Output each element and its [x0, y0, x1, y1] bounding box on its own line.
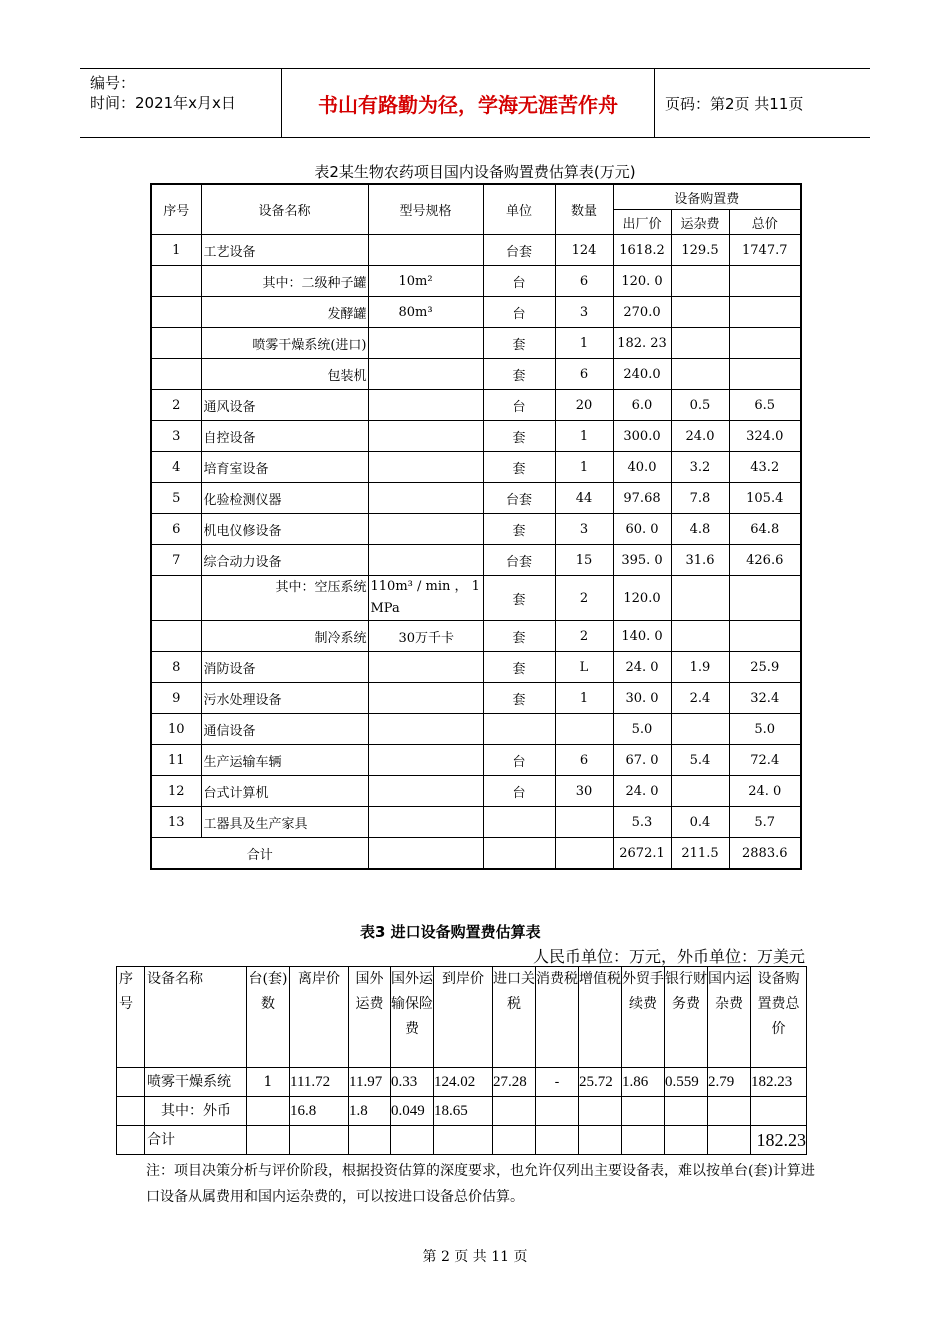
empty-cell [434, 1126, 493, 1155]
table3-cell: 2.79 [708, 1068, 751, 1097]
row-name: 通信设备 [201, 714, 368, 745]
row-freight [671, 297, 729, 328]
table-row [151, 807, 801, 838]
row-unit: 套 [483, 421, 555, 452]
table3-title: 表3 进口设备购置费估算表 [360, 923, 541, 941]
table3-header-cell: 进口关税 [493, 967, 536, 1068]
row-unit: 套 [483, 452, 555, 483]
row-model: 10m² [368, 266, 483, 297]
row-factory: 120. 0 [613, 266, 671, 297]
row-factory: 5.0 [613, 714, 671, 745]
table3-cell [493, 1097, 536, 1126]
row-model [368, 683, 483, 714]
row-freight: 0.5 [671, 390, 729, 421]
row-freight [671, 714, 729, 745]
row-total: 324.0 [729, 421, 801, 452]
row-qty: 2 [555, 621, 613, 652]
row-total: 24. 0 [729, 776, 801, 807]
domestic-equipment-table [150, 183, 802, 870]
header-name: 设备名称 [201, 184, 368, 235]
table3-cell: 喷雾干燥系统 [145, 1068, 247, 1097]
row-total: 72.4 [729, 745, 801, 776]
row-total [729, 621, 801, 652]
table-row [151, 390, 801, 421]
empty-cell [622, 1126, 665, 1155]
table3-cell: 182.23 [751, 1068, 807, 1097]
row-unit: 台 [483, 390, 555, 421]
table3-cell: 11.97 [349, 1068, 391, 1097]
row-no: 2 [151, 390, 201, 421]
table3-sum-row [117, 1126, 807, 1155]
row-unit: 台 [483, 266, 555, 297]
table3-cell [665, 1097, 708, 1126]
table-row [151, 359, 801, 390]
note: 注：项目决策分析与评价阶段，根据投资估算的深度要求，也允许仅列出主要设备表，难以按单台(套)计算进口设备从属费用和国内运杂费的，可以按进口设备总价估算。 [146, 1163, 815, 1205]
row-name: 自控设备 [201, 421, 368, 452]
table3-header-cell: 消费税 [536, 967, 579, 1068]
table3-header-cell: 设备购置费总价 [751, 967, 807, 1068]
page-header [80, 68, 870, 138]
table3-cell: 0.33 [391, 1068, 434, 1097]
table3-unit-note: 人民币单位：万元，外币单位：万美元 [532, 947, 805, 966]
row-name: 通风设备 [201, 390, 368, 421]
table3-cell [117, 1068, 145, 1097]
row-model: 30万千卡 [368, 621, 483, 652]
row-total: 1747.7 [729, 235, 801, 266]
row-model [368, 452, 483, 483]
row-no [151, 359, 201, 390]
table3-cell [622, 1097, 665, 1126]
row-no: 9 [151, 683, 201, 714]
row-model [368, 776, 483, 807]
empty-cell [483, 838, 555, 870]
table3-cell [536, 1097, 579, 1126]
row-freight: 3.2 [671, 452, 729, 483]
table-row [151, 297, 801, 328]
row-qty: 2 [555, 576, 613, 621]
row-unit: 套 [483, 652, 555, 683]
row-unit: 台 [483, 745, 555, 776]
table3-cell: 1.86 [622, 1068, 665, 1097]
table3-sum-label: 合计 [145, 1126, 247, 1155]
table3-cell: 16.8 [290, 1097, 349, 1126]
row-no: 3 [151, 421, 201, 452]
row-factory: 120.0 [613, 576, 671, 621]
table3-cell [247, 1097, 290, 1126]
row-no: 6 [151, 514, 201, 545]
row-total: 105.4 [729, 483, 801, 514]
row-factory: 67. 0 [613, 745, 671, 776]
table3-sum-total: 182.23 [751, 1126, 807, 1155]
row-qty: 30 [555, 776, 613, 807]
row-no: 5 [151, 483, 201, 514]
row-no [151, 328, 201, 359]
row-unit [483, 714, 555, 745]
row-qty: 6 [555, 266, 613, 297]
table-row [151, 576, 801, 621]
row-factory: 182. 23 [613, 328, 671, 359]
table3-cell [751, 1097, 807, 1126]
table3-cell: 124.02 [434, 1068, 493, 1097]
row-model [368, 235, 483, 266]
row-freight: 7.8 [671, 483, 729, 514]
row-no: 13 [151, 807, 201, 838]
row-freight: 24.0 [671, 421, 729, 452]
sum-row [151, 838, 801, 870]
row-freight [671, 776, 729, 807]
row-qty: 6 [555, 745, 613, 776]
table3-header-cell: 台(套)数 [247, 967, 290, 1068]
row-name: 化验检测仪器 [201, 483, 368, 514]
empty-cell [290, 1126, 349, 1155]
table-row [151, 745, 801, 776]
sum-factory: 2672.1 [613, 838, 671, 870]
row-total: 6.5 [729, 390, 801, 421]
row-name: 喷雾干燥系统(进口) [201, 328, 368, 359]
table-row [117, 1068, 807, 1097]
header-meta [80, 69, 282, 137]
row-freight: 0.4 [671, 807, 729, 838]
table3-cell: 25.72 [579, 1068, 622, 1097]
row-total [729, 266, 801, 297]
row-no [151, 266, 201, 297]
row-model [368, 545, 483, 576]
row-unit: 套 [483, 683, 555, 714]
table3-header-cell: 银行财务费 [665, 967, 708, 1068]
table3-cell: 1 [247, 1068, 290, 1097]
row-unit: 台套 [483, 235, 555, 266]
row-name: 机电仪修设备 [201, 514, 368, 545]
table-row [151, 621, 801, 652]
row-no: 1 [151, 235, 201, 266]
row-freight: 31.6 [671, 545, 729, 576]
row-unit: 台套 [483, 545, 555, 576]
empty-cell [349, 1126, 391, 1155]
header-motto: 书山有路勤为径，学海无涯苦作舟 [282, 69, 655, 137]
row-name: 其中：空压系统 [201, 576, 368, 621]
table3-header-row [117, 967, 807, 1068]
header-group: 设备购置费 [613, 184, 801, 210]
row-name: 综合动力设备 [201, 545, 368, 576]
row-total: 25.9 [729, 652, 801, 683]
row-freight [671, 266, 729, 297]
table-row [151, 683, 801, 714]
row-name: 包装机 [201, 359, 368, 390]
row-model [368, 421, 483, 452]
table3-cell: 其中：外币 [145, 1097, 247, 1126]
row-qty [555, 714, 613, 745]
row-unit: 套 [483, 621, 555, 652]
header-unit: 单位 [483, 184, 555, 235]
row-factory: 97.68 [613, 483, 671, 514]
row-name: 消防设备 [201, 652, 368, 683]
row-total: 5.7 [729, 807, 801, 838]
table-row [151, 235, 801, 266]
row-name: 工器具及生产家具 [201, 807, 368, 838]
table3-cell: 1.8 [349, 1097, 391, 1126]
row-qty: 3 [555, 514, 613, 545]
row-qty: 1 [555, 421, 613, 452]
row-qty: 15 [555, 545, 613, 576]
row-no [151, 621, 201, 652]
row-total [729, 359, 801, 390]
row-model [368, 328, 483, 359]
row-factory: 24. 0 [613, 652, 671, 683]
row-no [151, 297, 201, 328]
row-model [368, 652, 483, 683]
row-model [368, 483, 483, 514]
table-row [151, 266, 801, 297]
row-no: 8 [151, 652, 201, 683]
table3-cell: 0.559 [665, 1068, 708, 1097]
row-name: 制冷系统 [201, 621, 368, 652]
row-freight [671, 576, 729, 621]
row-qty: 1 [555, 328, 613, 359]
row-qty: 6 [555, 359, 613, 390]
row-total: 64.8 [729, 514, 801, 545]
row-qty: 124 [555, 235, 613, 266]
row-model [368, 745, 483, 776]
row-name: 生产运输车辆 [201, 745, 368, 776]
empty-cell [493, 1126, 536, 1155]
row-qty: 20 [555, 390, 613, 421]
empty-cell [555, 838, 613, 870]
empty-cell [391, 1126, 434, 1155]
row-model [368, 514, 483, 545]
row-factory: 1618.2 [613, 235, 671, 266]
row-no: 4 [151, 452, 201, 483]
table3-header-cell: 国外运输保险费 [391, 967, 434, 1068]
row-name: 其中：二级种子罐 [201, 266, 368, 297]
header-qty: 数量 [555, 184, 613, 235]
table3-header-cell: 外贸手续费 [622, 967, 665, 1068]
row-total [729, 576, 801, 621]
row-name: 台式计算机 [201, 776, 368, 807]
header-no: 序号 [151, 184, 201, 235]
table-row [151, 776, 801, 807]
row-model [368, 359, 483, 390]
row-unit: 台套 [483, 483, 555, 514]
row-unit: 套 [483, 514, 555, 545]
row-qty: 1 [555, 452, 613, 483]
table3-header-cell: 增值税 [579, 967, 622, 1068]
row-unit: 套 [483, 328, 555, 359]
time-label: 时间：2021年x月x日 [90, 94, 236, 112]
row-freight: 1.9 [671, 652, 729, 683]
row-qty: 3 [555, 297, 613, 328]
row-model: 110m³ / min ， 1 MPa [368, 576, 483, 621]
table2-title: 表2某生物农药项目国内设备购置费估算表(万元) [314, 163, 636, 181]
row-model: 80m³ [368, 297, 483, 328]
row-factory: 300.0 [613, 421, 671, 452]
empty-cell [536, 1126, 579, 1155]
row-total: 426.6 [729, 545, 801, 576]
row-qty: L [555, 652, 613, 683]
row-freight [671, 621, 729, 652]
empty-cell [117, 1126, 145, 1155]
row-total [729, 328, 801, 359]
table-row [151, 452, 801, 483]
table3-cell: 27.28 [493, 1068, 536, 1097]
row-model [368, 807, 483, 838]
row-factory: 60. 0 [613, 514, 671, 545]
table-row [151, 652, 801, 683]
table-row [151, 545, 801, 576]
table3-cell: 111.72 [290, 1068, 349, 1097]
row-no: 11 [151, 745, 201, 776]
row-qty: 44 [555, 483, 613, 514]
row-unit [483, 807, 555, 838]
row-name: 工艺设备 [201, 235, 368, 266]
row-freight: 4.8 [671, 514, 729, 545]
row-factory: 140. 0 [613, 621, 671, 652]
header-freight: 运杂费 [671, 210, 729, 235]
table3-header-cell: 设备名称 [145, 967, 247, 1068]
table3-cell [708, 1097, 751, 1126]
empty-cell [247, 1126, 290, 1155]
row-no: 12 [151, 776, 201, 807]
row-unit: 台 [483, 776, 555, 807]
table-row [151, 328, 801, 359]
sum-total: 2883.6 [729, 838, 801, 870]
code-label: 编号： [90, 74, 136, 92]
row-factory: 5.3 [613, 807, 671, 838]
table3-cell [117, 1097, 145, 1126]
table-row [151, 714, 801, 745]
row-no [151, 576, 201, 621]
empty-cell [665, 1126, 708, 1155]
table3-cell: - [536, 1068, 579, 1097]
row-total: 32.4 [729, 683, 801, 714]
sum-label: 合计 [151, 838, 368, 870]
table3-cell: 0.049 [391, 1097, 434, 1126]
row-factory: 24. 0 [613, 776, 671, 807]
empty-cell [708, 1126, 751, 1155]
table3-header-cell: 序号 [117, 967, 145, 1068]
empty-cell [579, 1126, 622, 1155]
empty-cell [368, 838, 483, 870]
row-factory: 270.0 [613, 297, 671, 328]
table3-header-cell: 离岸价 [290, 967, 349, 1068]
row-factory: 395. 0 [613, 545, 671, 576]
row-freight: 2.4 [671, 683, 729, 714]
row-freight [671, 359, 729, 390]
table-row [117, 1097, 807, 1126]
row-factory: 30. 0 [613, 683, 671, 714]
row-factory: 6.0 [613, 390, 671, 421]
row-unit: 套 [483, 359, 555, 390]
row-factory: 240.0 [613, 359, 671, 390]
row-name: 污水处理设备 [201, 683, 368, 714]
row-qty: 1 [555, 683, 613, 714]
header-page-code: 页码：第2页 共11页 [665, 94, 804, 113]
table-row [151, 421, 801, 452]
table3-cell [579, 1097, 622, 1126]
row-no: 7 [151, 545, 201, 576]
table-row [151, 514, 801, 545]
row-freight: 129.5 [671, 235, 729, 266]
header-factory: 出厂价 [613, 210, 671, 235]
table3-header-cell: 国外运费 [349, 967, 391, 1068]
row-name: 培育室设备 [201, 452, 368, 483]
row-no: 10 [151, 714, 201, 745]
row-name: 发酵罐 [201, 297, 368, 328]
table3-header-cell: 国内运杂费 [708, 967, 751, 1068]
table3-cell: 18.65 [434, 1097, 493, 1126]
table-row [151, 483, 801, 514]
row-total: 43.2 [729, 452, 801, 483]
row-total: 5.0 [729, 714, 801, 745]
row-freight [671, 328, 729, 359]
row-unit: 台 [483, 297, 555, 328]
imported-equipment-table [116, 966, 807, 1155]
page-footer: 第 2 页 共 11 页 [422, 1249, 528, 1265]
sum-freight: 211.5 [671, 838, 729, 870]
row-model [368, 390, 483, 421]
row-qty [555, 807, 613, 838]
row-unit: 套 [483, 576, 555, 621]
row-factory: 40.0 [613, 452, 671, 483]
row-freight: 5.4 [671, 745, 729, 776]
row-total [729, 297, 801, 328]
header-model: 型号规格 [368, 184, 483, 235]
row-model [368, 714, 483, 745]
header-total: 总价 [729, 210, 801, 235]
table3-header-cell: 到岸价 [434, 967, 493, 1068]
